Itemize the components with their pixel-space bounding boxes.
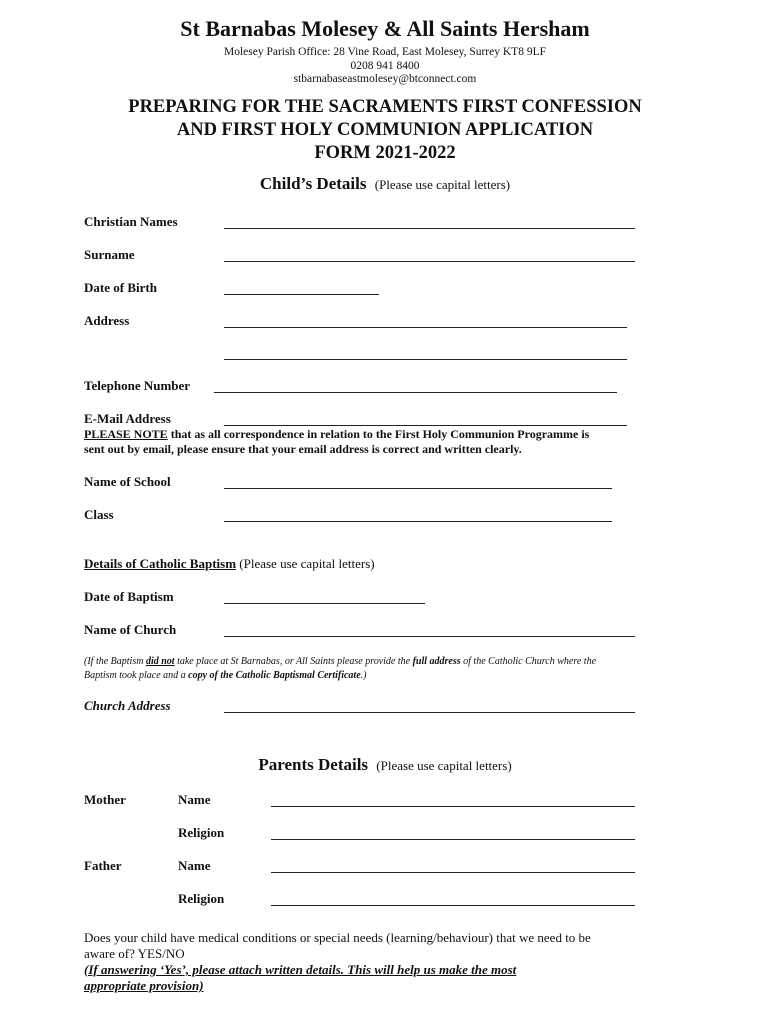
office-phone: 0208 941 8400 bbox=[350, 60, 420, 72]
church-name-field[interactable] bbox=[224, 636, 635, 637]
christian-names-field[interactable] bbox=[224, 228, 635, 229]
medical-question-line1: Does your child have medical conditions or special needs (learning/behaviour) that we need to be bbox=[84, 930, 591, 945]
email-note-text: that as all correspondence in relation to the First Holy Communion Programme is bbox=[167, 427, 590, 441]
medical-instruction bbox=[84, 962, 704, 994]
mother-name-label: Name bbox=[178, 792, 211, 807]
telephone-field[interactable] bbox=[214, 392, 617, 393]
baptism-note-text-a: (If the Baptism bbox=[84, 656, 146, 667]
telephone-label: Telephone Number bbox=[84, 378, 191, 393]
medical-question bbox=[84, 930, 704, 962]
child-details-title: Child’s Details bbox=[259, 174, 367, 193]
parents-heading-title: Parents Details bbox=[258, 755, 369, 774]
baptism-date-field[interactable] bbox=[224, 603, 425, 604]
baptism-heading-title: Details of Catholic Baptism bbox=[84, 556, 237, 571]
baptism-note-text-c: of the Catholic Church where the bbox=[460, 656, 597, 667]
father-name-field[interactable] bbox=[271, 872, 635, 873]
father-label: Father bbox=[84, 858, 122, 873]
baptism-date-label: Date of Baptism bbox=[84, 589, 174, 604]
father-religion-field[interactable] bbox=[271, 905, 635, 906]
medical-instruction-line2: appropriate provision) bbox=[84, 978, 204, 993]
office-address: Molesey Parish Office: 28 Vine Road, East Molesey, Surrey KT8 9LF bbox=[223, 46, 546, 58]
surname-label: Surname bbox=[84, 247, 135, 262]
office-email: stbarnabaseastmolesey@btconnect.com bbox=[293, 73, 477, 85]
class-label: Class bbox=[84, 507, 114, 522]
school-field[interactable] bbox=[224, 488, 612, 489]
email-note-line2: sent out by email, please ensure that your email address is correct and written clearly. bbox=[84, 442, 522, 456]
form-title bbox=[0, 96, 770, 165]
address-field-line2[interactable] bbox=[224, 359, 627, 360]
email-label: E-Mail Address bbox=[84, 411, 171, 426]
church-address-label: Church Address bbox=[84, 698, 171, 713]
baptism-note-text-b: take place at St Barnabas, or All Saints please provide the bbox=[174, 656, 413, 667]
baptism-note-text-d: Baptism took place and a bbox=[84, 670, 189, 681]
child-details-note: (Please use capital letters) bbox=[374, 177, 511, 192]
surname-field[interactable] bbox=[224, 261, 635, 262]
class-field[interactable] bbox=[224, 521, 612, 522]
school-label: Name of School bbox=[84, 474, 171, 489]
church-name-label: Name of Church bbox=[84, 622, 177, 637]
child-details-heading bbox=[0, 174, 770, 194]
father-religion-label: Religion bbox=[178, 891, 225, 906]
parents-heading-note: (Please use capital letters) bbox=[376, 758, 512, 773]
mother-name-field[interactable] bbox=[271, 806, 635, 807]
medical-question-line2: aware of? YES/NO bbox=[84, 946, 185, 961]
parents-heading bbox=[0, 755, 770, 775]
mother-religion-label: Religion bbox=[178, 825, 225, 840]
baptism-note-certificate: copy of the Catholic Baptismal Certificate bbox=[188, 670, 361, 681]
date-of-birth-field[interactable] bbox=[224, 294, 379, 295]
baptism-heading bbox=[84, 556, 375, 572]
christian-names-label: Christian Names bbox=[84, 214, 178, 229]
email-field[interactable] bbox=[224, 425, 627, 426]
form-title-line3: FORM 2021-2022 bbox=[314, 143, 456, 163]
address-label: Address bbox=[84, 313, 130, 328]
father-name-label: Name bbox=[178, 858, 211, 873]
baptism-note-text-e: .) bbox=[360, 670, 367, 681]
date-of-birth-label: Date of Birth bbox=[84, 280, 157, 295]
mother-religion-field[interactable] bbox=[271, 839, 635, 840]
email-note bbox=[84, 427, 589, 442]
form-title-line1: PREPARING FOR THE SACRAMENTS FIRST CONFESSION bbox=[128, 97, 642, 117]
baptism-note-did-not: did not bbox=[145, 656, 175, 667]
please-note-label: PLEASE NOTE bbox=[84, 427, 168, 441]
parish-name: St Barnabas Molesey & All Saints Hersham bbox=[180, 16, 590, 41]
baptism-heading-note: (Please use capital letters) bbox=[239, 556, 375, 571]
baptism-note-full-address: full address bbox=[412, 656, 461, 667]
baptism-instructions bbox=[84, 655, 684, 683]
medical-instruction-line1: (If answering ‘Yes’, please attach written details. This will help us make the most bbox=[84, 962, 517, 977]
church-address-field[interactable] bbox=[224, 712, 635, 713]
form-title-line2: AND FIRST HOLY COMMUNION APPLICATION bbox=[176, 120, 594, 140]
address-field-line1[interactable] bbox=[224, 327, 627, 328]
mother-label: Mother bbox=[84, 792, 126, 807]
